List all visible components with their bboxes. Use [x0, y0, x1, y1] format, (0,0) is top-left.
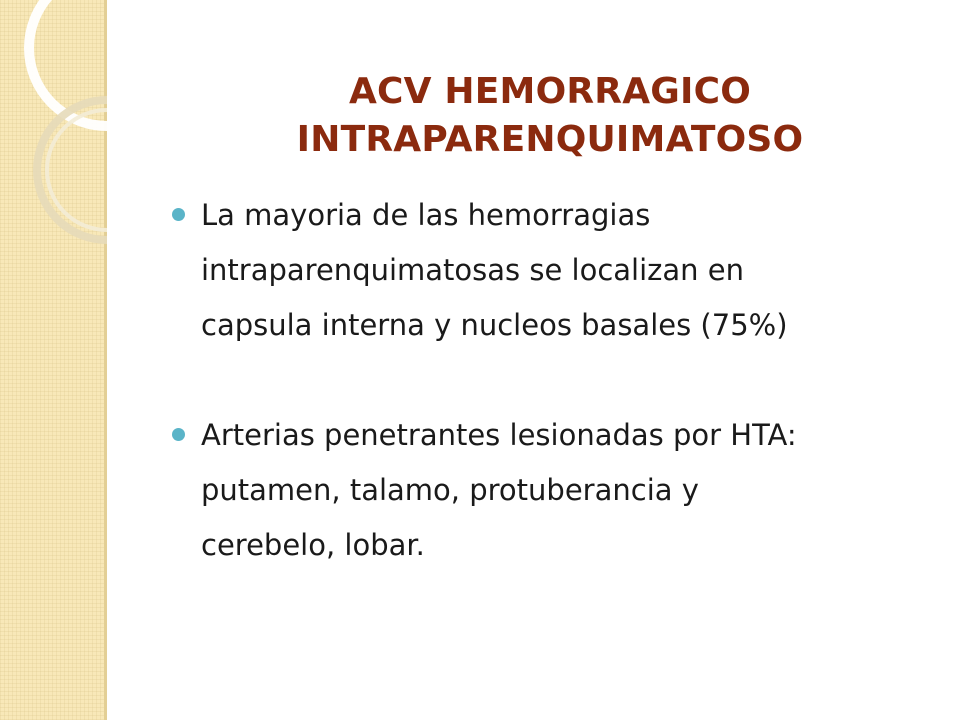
bullet-line: putamen, talamo, protuberancia y	[201, 473, 699, 507]
bullet-line: La mayoria de las hemorragias	[201, 198, 651, 232]
bullet-line: cerebelo, lobar.	[201, 528, 425, 562]
bullet-list	[172, 188, 912, 573]
ring-top	[29, 0, 107, 126]
bullet-dot-icon	[172, 208, 185, 221]
bullet-line: capsula interna y nucleos basales (75%)	[201, 308, 788, 342]
bullet-dot-icon	[172, 428, 185, 441]
bullet-item	[172, 188, 912, 353]
decorative-rings	[0, 0, 107, 260]
slide-title	[180, 68, 920, 164]
title-line-2: INTRAPARENQUIMATOSO	[296, 119, 804, 161]
bullet-line: Arterias penetrantes lesionadas por HTA:	[201, 418, 797, 452]
bullet-item	[172, 408, 912, 573]
bullet-line: intraparenquimatosas se localizan en	[201, 253, 744, 287]
title-line-1: ACV HEMORRAGICO	[348, 71, 752, 113]
